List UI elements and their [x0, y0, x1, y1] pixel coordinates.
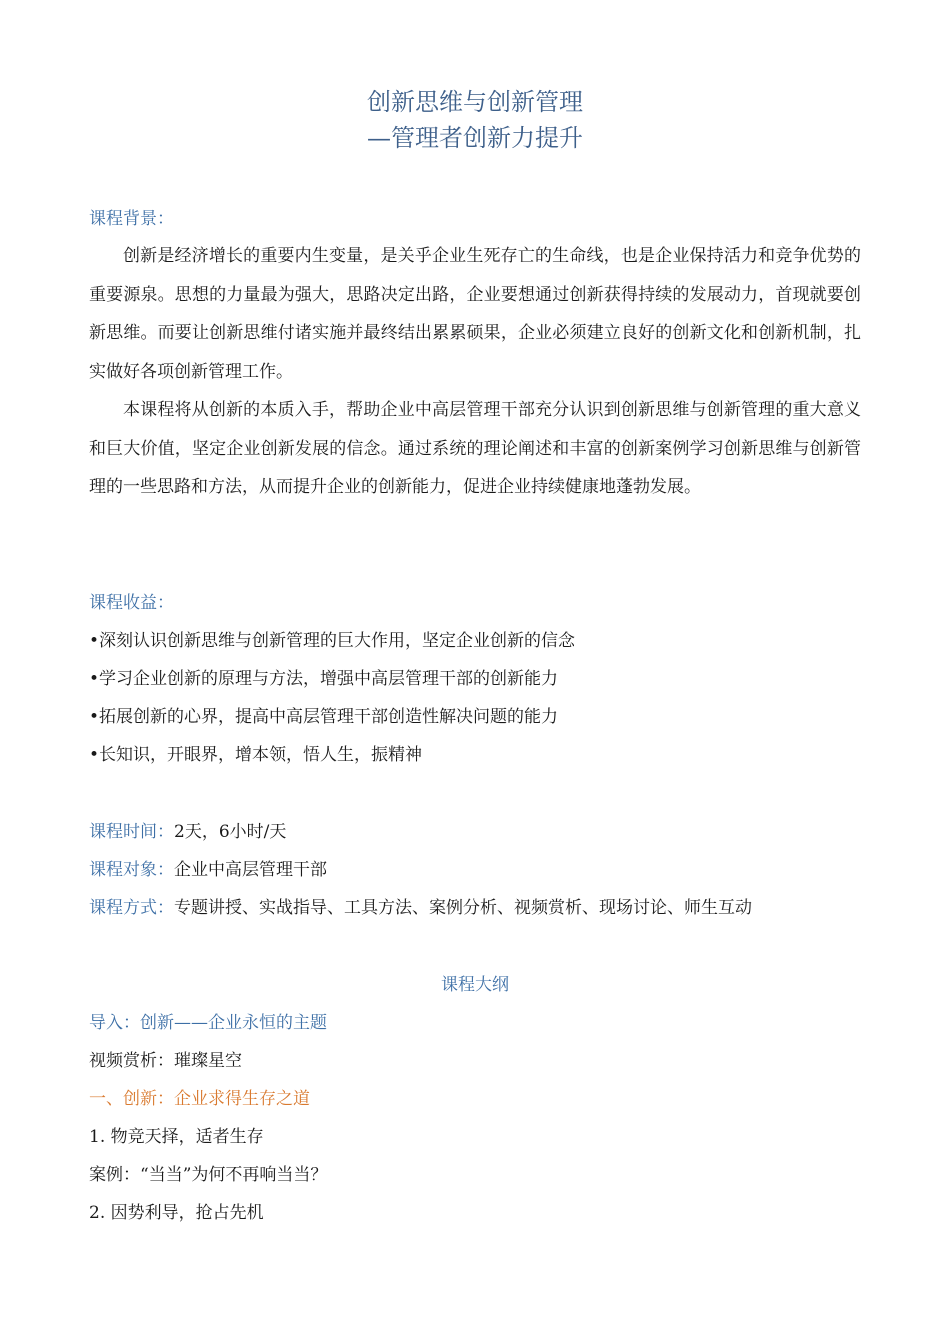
- benefit-item-2: • 学习企业创新的原理与方法，增强中高层管理干部的创新能力: [89, 667, 869, 691]
- document-title: [0, 84, 950, 156]
- outline-item-2: 2. 因势利导，抢占先机: [89, 1203, 264, 1223]
- outline-heading: 课程大纲: [441, 975, 509, 995]
- outline-item-1: 1. 物竞天择，适者生存: [89, 1127, 264, 1147]
- background-heading: 课程背景：: [89, 209, 174, 229]
- title-line-2: —管理者创新力提升: [367, 124, 583, 152]
- course-time: [89, 820, 869, 844]
- course-audience-label: 课程对象：: [89, 860, 174, 880]
- background-paragraph-2: 本课程将从创新的本质入手，帮助企业中高层管理干部充分认识到创新思维与创新管理的重大意义和巨大价值，坚定企业创新发展的信念。通过系统的理论阐述和丰富的创新案例学习创新思维与创新管理的一些思路和方法，从而提升企业的创新能力，促进企业持续健康地蓬勃发展。: [89, 400, 861, 497]
- course-method-label: 课程方式：: [89, 898, 174, 918]
- course-method: [89, 896, 869, 920]
- course-audience-value: 企业中高层管理干部: [174, 860, 327, 880]
- outline-video: 视频赏析：璀璨星空: [89, 1051, 242, 1071]
- course-method-value: 专题讲授、实战指导、工具方法、案例分析、视频赏析、现场讨论、师生互动: [174, 898, 752, 918]
- course-time-value: 2天，6小时/天: [174, 822, 287, 842]
- background-paragraph-1: 创新是经济增长的重要内生变量，是关乎企业生死存亡的生命线，也是企业保持活力和竞争优势的重要源泉。思想的力量最为强大，思路决定出路，企业要想通过创新获得持续的发展动力，首现就要创新思维。而要让创新思维付诸实施并最终结出累累硕果，企业必须建立良好的创新文化和创新机制，扎实做好各项创新管理工作。: [89, 246, 861, 382]
- benefit-item-4: • 长知识，开眼界，增本领，悟人生，振精神: [89, 743, 869, 767]
- outline-section-1: 一、创新：企业求得生存之道: [89, 1089, 310, 1109]
- course-time-label: 课程时间：: [89, 822, 174, 842]
- outline-intro: 导入：创新——企业永恒的主题: [89, 1013, 327, 1033]
- course-audience: [89, 858, 869, 882]
- benefit-item-1: • 深刻认识创新思维与创新管理的巨大作用，坚定企业创新的信念: [89, 629, 869, 653]
- benefit-item-3: • 拓展创新的心界，提高中高层管理干部创造性解决问题的能力: [89, 705, 869, 729]
- benefits-heading: 课程收益：: [89, 593, 174, 613]
- title-line-1: 创新思维与创新管理: [367, 88, 583, 116]
- outline-case-1: 案例：“当当”为何不再响当当？: [89, 1165, 328, 1185]
